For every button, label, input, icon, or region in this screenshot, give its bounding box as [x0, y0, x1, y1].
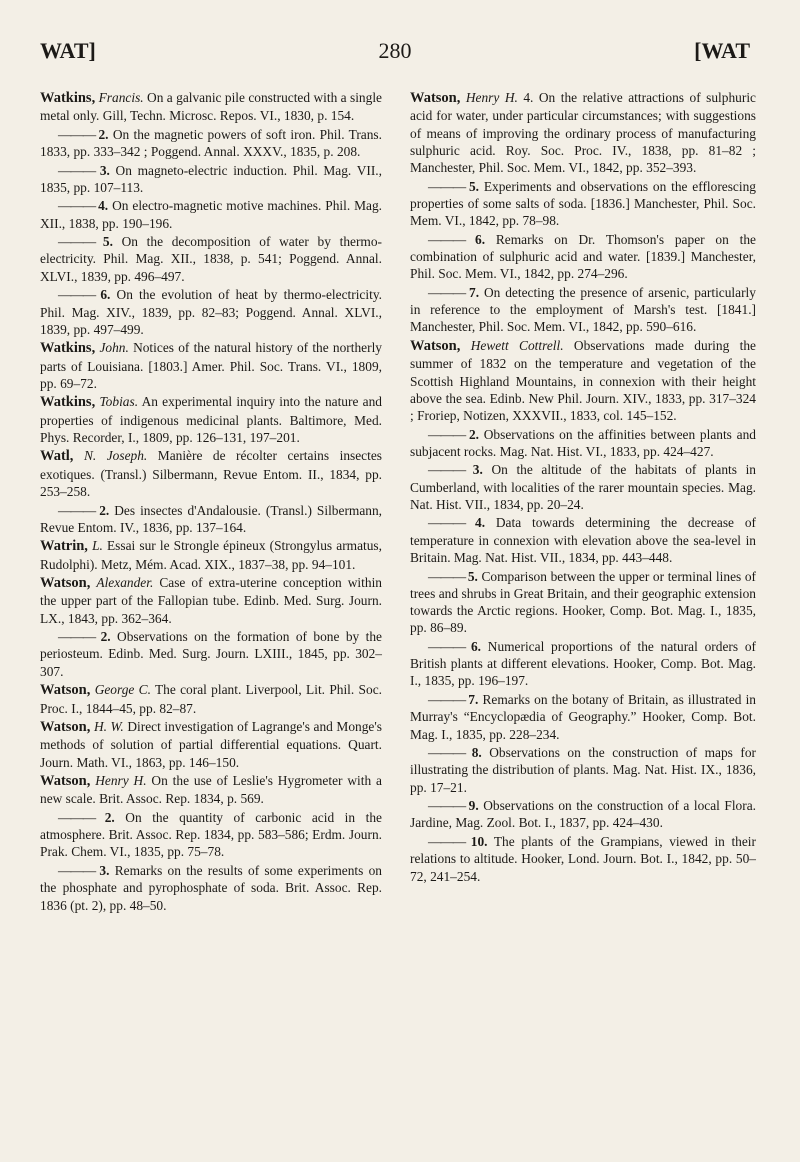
author-given-name: L. — [92, 538, 103, 554]
continuation-dash: ——— — [58, 162, 100, 178]
author-given-name: Hewett Cottrell. — [470, 337, 564, 353]
author-surname: Watson, — [40, 773, 91, 790]
bibliography-entry — [40, 772, 382, 808]
entry-text: Observations on the construction of a local Flora. Jardine, Mag. Zool. Bot. I., 1837, pp. 424–430. — [410, 798, 756, 831]
header-left: WAT] — [40, 38, 96, 63]
running-header — [40, 38, 750, 68]
entry-text: Observations made during the summer of 1832 on the temperature and vegetation of the Scottish Highland Mountains, in connexion with their height above the sea. Edinb. New Phil. Journ. XIV., 1833, pp. 317–324 ; Froriep, Notizen, XXXVII., 1833, col. 145–152. — [410, 337, 756, 424]
bibliography-entry — [40, 447, 382, 500]
bibliography-entry — [40, 126, 382, 161]
bibliography-entry — [410, 833, 756, 885]
entry-number: 3. — [99, 162, 110, 178]
bibliography-entry — [410, 638, 756, 690]
bibliography-entry — [40, 197, 382, 232]
entry-text: On the altitude of the habitats of plants in Cumberland, with localities of the rarer mountain species. Mag. Nat. Hist. VII., 1834, pp. 20–24. — [410, 462, 756, 512]
bibliography-entry — [40, 393, 382, 446]
entry-text: Essai sur le Strongle épineux (Strongylus armatus, Rudolphi). Metz, Mém. Acad. XIX., 1837–38, pp. 94–101. — [40, 538, 382, 572]
bibliography-entry — [410, 568, 756, 637]
bibliography-entry — [40, 89, 382, 125]
entry-text: On the decomposition of water by thermo-electricity. Phil. Mag. XII., 1838, p. 541; Poggend. Annal. XLVI., 1839, pp. 496–497. — [40, 234, 382, 284]
entry-number: 6. — [100, 287, 111, 303]
author-surname: Watkins, — [40, 90, 96, 106]
entry-text: Observations on the formation of bone by the periosteum. Edinb. Med. Surg. Journ. LXIII., 1845, pp. 302–307. — [40, 629, 382, 679]
author-given-name: Tobias. — [99, 394, 139, 410]
continuation-dash: ——— — [58, 629, 101, 645]
entry-number: 2. — [99, 502, 110, 518]
bibliography-entry — [40, 162, 382, 197]
continuation-dash: ——— — [428, 691, 469, 707]
author-surname: Watson, — [40, 682, 91, 699]
entry-text: On electro-magnetic motive machines. Phil. Mag. XII., 1838, pp. 190–196. — [40, 198, 382, 231]
entry-number: 10. — [470, 833, 488, 849]
entry-text: On magneto-electric induction. Phil. Mag. VII., 1835, pp. 107–113. — [40, 162, 382, 195]
bibliography-entry — [410, 744, 756, 796]
bibliography-entry — [410, 426, 756, 461]
entry-text: On the magnetic powers of soft iron. Phil. Trans. 1833, pp. 333–342 ; Poggend. Annal. XXXV., 1835, p. 208. — [40, 126, 382, 160]
continuation-dash: ——— — [58, 862, 100, 878]
entry-number: 6. — [475, 231, 486, 247]
entry-text: On detecting the presence of arsenic, particularly in reference to the employment of Marsh's test. [1841.] Manchester, Phil. Soc. Mem. VI., 1842, pp. 590–616. — [410, 284, 756, 335]
entry-text: Comparison between the upper or terminal lines of trees and shrubs in Great Britain, and their geographic extension towards the Arctic regions. Hooker, Comp. Bot. Mag. I., 1835, pp. 86–89. — [410, 568, 757, 636]
entry-number: 8. — [471, 745, 482, 761]
entry-text: Remarks on the botany of Britain, as illustrated in Murray's “Encyclopædia of Geography.” Hooker, Comp. Bot. Mag. I., 1835, pp. 228–234. — [410, 691, 756, 742]
author-surname: Watson, — [410, 90, 461, 106]
author-given-name: N. Joseph. — [83, 448, 148, 464]
author-surname: Watkins, — [40, 394, 96, 411]
entry-text: Numerical proportions of the natural orders of British plants at different elevations. Hooker, Comp. Bot. Mag. I., 1835, pp. 196–197. — [410, 638, 756, 689]
bibliography-entry — [40, 574, 382, 627]
author-given-name: Henry H. — [95, 773, 147, 789]
entry-text: Remarks on Dr. Thomson's paper on the combination of sulphuric acid and water. [1839.] Manchester, Phil. Soc. Mem. VI., 1842, pp. 274–296. — [410, 231, 756, 282]
continuation-dash: ——— — [58, 198, 99, 214]
bibliography-entry — [40, 718, 382, 771]
entry-number: 4. — [98, 198, 109, 214]
continuation-dash: ——— — [428, 798, 469, 814]
continuation-dash: ——— — [428, 426, 469, 442]
entry-number: 5. — [468, 178, 480, 194]
bibliography-entry — [40, 681, 382, 717]
entry-text: Observations on the construction of maps for illustrating the distribution of plants. Mag. Nat. Hist. IX., 1836, pp. 17–21. — [410, 745, 756, 795]
continuation-dash: ——— — [428, 745, 472, 761]
entry-number: 6. — [470, 638, 481, 654]
entry-number: 2. — [98, 126, 109, 142]
continuation-dash: ——— — [428, 568, 468, 584]
author-given-name: Henry H. — [465, 90, 518, 105]
entry-text: Case of extra-uterine conception within the upper part of the Fallopian tube. Edinb. Med. Surg. Journ. LX., 1843, pp. 362–364. — [40, 575, 382, 626]
bibliography-entry — [410, 461, 756, 513]
entry-number: 3. — [472, 462, 483, 478]
continuation-dash: ——— — [58, 809, 105, 825]
bibliography-entry — [410, 337, 756, 424]
continuation-dash: ——— — [428, 833, 471, 849]
author-surname: Watl, — [40, 448, 74, 465]
left-column — [40, 89, 382, 915]
continuation-dash: ——— — [428, 638, 471, 654]
bibliography-entry — [40, 537, 382, 573]
bibliography-entry — [410, 231, 756, 283]
continuation-dash: ——— — [58, 502, 100, 518]
entry-number: 2. — [468, 426, 479, 442]
bibliography-entry — [40, 628, 382, 680]
continuation-dash: ——— — [58, 234, 103, 250]
entry-text: Manière de récolter certains insectes exotiques. (Transl.) Silbermann, Revue Entom. II., 1834, pp. 253–258. — [40, 448, 382, 500]
author-given-name: Alexander. — [96, 575, 154, 591]
continuation-dash: ——— — [58, 287, 101, 303]
entry-number: 2. — [100, 629, 111, 645]
entry-text: Des insectes d'Andalousie. (Transl.) Silbermann, Revue Entom. IV., 1836, pp. 137–164. — [40, 502, 382, 535]
author-given-name: Francis. — [98, 90, 144, 105]
entry-text: Direct investigation of Lagrange's and Monge's methods of solution of partial differential equations. Quart. Journ. Math. VI., 1863, pp. 146–150. — [40, 719, 382, 770]
bibliography-entry — [40, 233, 382, 285]
continuation-dash: ——— — [428, 515, 475, 531]
entry-text: On a galvanic pile constructed with a single metal only. Gill, Techn. Microsc. Repos. VI., 1830, p. 154. — [40, 90, 382, 124]
bibliography-entry — [410, 691, 756, 743]
entry-number: 5. — [467, 568, 478, 584]
bibliography-entry — [40, 502, 382, 537]
continuation-dash: ——— — [428, 284, 470, 300]
entry-text: The coral plant. Liverpool, Lit. Phil. Soc. Proc. I., 1844–45, pp. 82–87. — [40, 682, 382, 716]
author-surname: Watson, — [40, 719, 91, 736]
entry-number: 4. — [475, 515, 486, 531]
author-surname: Watkins, — [40, 340, 96, 357]
continuation-dash: ——— — [428, 462, 473, 478]
page-number: 280 — [378, 38, 412, 63]
entry-number: 5. — [102, 234, 113, 250]
bibliography-entry — [410, 797, 756, 832]
author-surname: Watrin, — [40, 538, 88, 555]
bibliography-entry — [40, 809, 382, 861]
entry-text: On the use of Leslie's Hygrometer with a new scale. Brit. Assoc. Rep. 1834, p. 569. — [40, 773, 382, 807]
right-column — [410, 89, 756, 886]
entry-number: 7. — [468, 691, 479, 707]
entry-text: Experiments and observations on the efflorescing properties of some salts of soda. [1836.] Manchester, Phil. Soc. Mem. VI., 1842, pp. 78–98. — [410, 178, 756, 229]
author-surname: Watson, — [40, 575, 91, 592]
author-given-name: H. W. — [93, 719, 124, 735]
bibliography-entry — [40, 339, 382, 392]
bibliography-entry — [410, 178, 756, 230]
entry-text: Data towards determining the decrease of temperature in connexion with elevation above the sea-level in Britain. Mag. Nat. Hist. VII., 1834, pp. 443–448. — [410, 515, 756, 566]
entry-number: 9. — [468, 798, 479, 814]
continuation-dash: ——— — [428, 178, 469, 194]
bibliography-entry — [40, 286, 382, 338]
author-surname: Watson, — [410, 337, 461, 354]
entry-number: 2. — [104, 809, 115, 825]
entry-text: Notices of the natural history of the northerly parts of Louisiana. [1803.] Amer. Phil. Soc. Trans. VI., 1809, pp. 69–72. — [40, 340, 383, 391]
entry-text: On the quantity of carbonic acid in the atmosphere. Brit. Assoc. Rep. 1834, pp. 583–586; Erdm. Journ. Prak. Chem. VI., 1835, pp. 75–78. — [40, 809, 382, 860]
entry-text: Observations on the affinities between plants and subjacent rocks. Mag. Nat. Hist. VI., 1833, pp. 424–427. — [410, 426, 756, 459]
bibliography-entry — [410, 89, 756, 176]
header-right: [WAT — [694, 38, 750, 63]
continuation-dash: ——— — [428, 231, 475, 247]
continuation-dash: ——— — [58, 126, 99, 142]
entry-number: 7. — [469, 284, 480, 300]
bibliography-entry — [410, 284, 756, 336]
entry-number: 3. — [99, 862, 110, 878]
author-given-name: John. — [99, 340, 129, 356]
bibliography-entry — [40, 862, 382, 914]
entry-text: The plants of the Grampians, viewed in their relations to altitude. Hooker, Lond. Journ. Bot. I., 1842, pp. 50–72, 241–254. — [410, 833, 756, 884]
entry-text: Remarks on the results of some experiments on the phosphate and pyrophosphate of soda. Brit. Assoc. Rep. 1836 (pt. 2), pp. 48–50. — [40, 862, 382, 913]
entry-text: 4. On the relative attractions of sulphuric acid for water, under particular circumstances; with suggestions of means of improving the ordinary process of manufacturing sulphuric acid. Roy. Soc. Proc. IV., 1838, pp. 81–82 ; Manchester, Phil. Soc. Mem. VI., 1842, pp. 352–393. — [410, 90, 756, 176]
bibliography-entry — [410, 514, 756, 566]
author-given-name: George C. — [94, 682, 151, 698]
entry-text: On the evolution of heat by thermo-electricity. Phil. Mag. XIV., 1839, pp. 82–83; Poggend. Annal. XLVI., 1839, pp. 497–499. — [40, 287, 382, 337]
entry-text: An experimental inquiry into the nature and properties of indigenous medicinal plants. Baltimore, Med. Phys. Recorder, I., 1809, pp. 126–131, 197–201. — [40, 394, 382, 445]
